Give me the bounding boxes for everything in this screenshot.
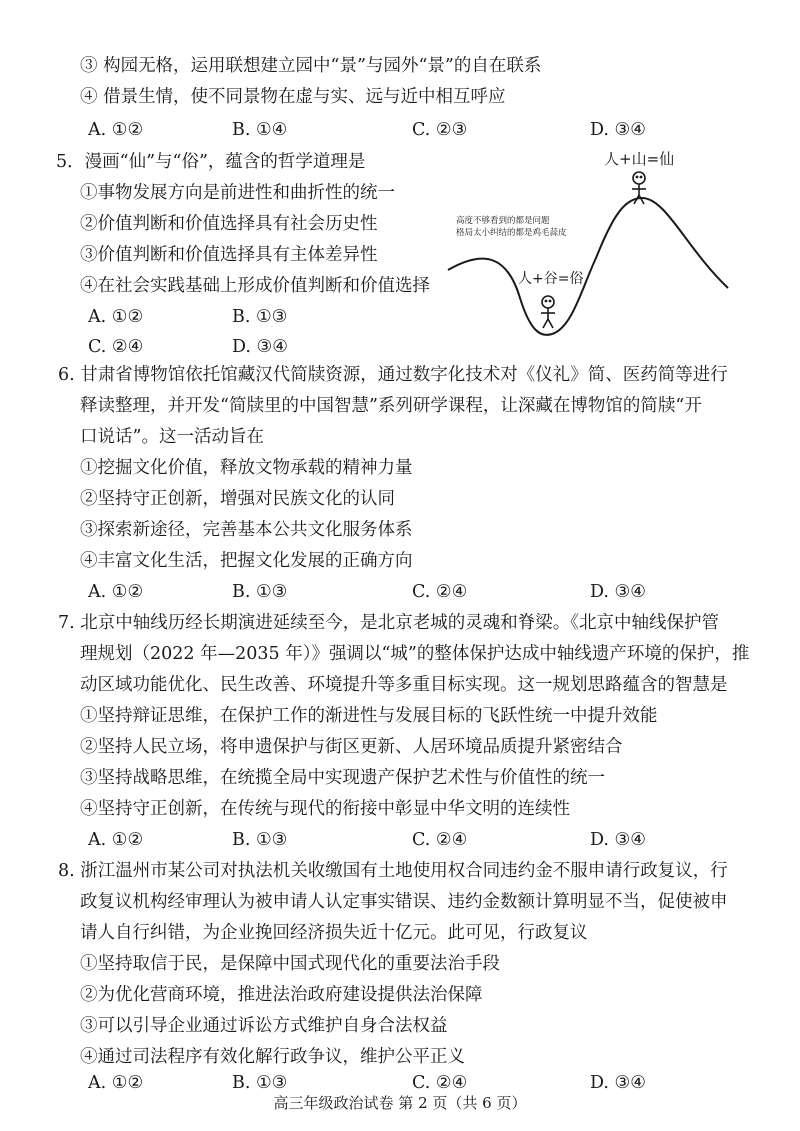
q6-option-c: C. ②④ bbox=[412, 582, 468, 602]
q7-option-c: C. ②④ bbox=[412, 830, 468, 850]
q8-stem-line-1: 8. 浙江温州市某公司对执法机关收缴国有土地使用权合同违约金不服申请行政复议，行 bbox=[58, 861, 728, 881]
q6-item-4: ④丰富文化生活，把握文化发展的正确方向 bbox=[80, 551, 413, 571]
q6-stem-line-2: 释读整理，并开发“简牍里的中国智慧”系列研学课程，让深藏在博物馆的简牍“开 bbox=[80, 396, 702, 416]
q6-option-a: A. ①② bbox=[88, 582, 144, 602]
q8-option-d: D. ③④ bbox=[590, 1073, 646, 1093]
q7-item-4: ④坚持守正创新，在传统与现代的衔接中彰显中华文明的连续性 bbox=[80, 799, 570, 819]
q7-stem-line-1: 7. 北京中轴线历经长期演进延续至今，是北京老城的灵魂和脊梁。《北京中轴线保护管 bbox=[58, 613, 720, 633]
q8-stem-line-2: 政复议机构经审理认为被申请人认定事实错误、违约金数额计算明显不当，促使被申 bbox=[80, 892, 728, 912]
q5-option-d: D. ③④ bbox=[232, 337, 288, 357]
q6-item-3: ③探索新途径，完善基本公共文化服务体系 bbox=[80, 520, 413, 540]
q6-option-b: B. ①③ bbox=[232, 582, 288, 602]
page-footer: 高三年级政治试卷 第 2 页（共 6 页） bbox=[273, 1094, 527, 1112]
q6-stem-line-3: 口说话”。这一活动旨在 bbox=[80, 427, 264, 447]
q7-item-3: ③坚持战略思维，在统揽全局中实现遗产保护艺术性与价值性的统一 bbox=[80, 768, 605, 788]
bottom-stick-figure bbox=[541, 296, 555, 328]
q7-item-2: ②坚持人民立场，将申遗保护与街区更新、人居环境品质提升紧密结合 bbox=[80, 737, 623, 757]
q5-option-a: A. ①② bbox=[88, 307, 144, 327]
q8-item-1: ①坚持取信于民，是保障中国式现代化的重要法治手段 bbox=[80, 954, 500, 974]
cartoon-bottom-label: 人+谷=俗 bbox=[518, 271, 584, 287]
q5-item-4: ④在社会实践基础上形成价值判断和价值选择 bbox=[80, 276, 430, 296]
q6-stem-line-1: 6. 甘肃省博物馆依托馆藏汉代简牍资源，通过数字化技术对《仪礼》简、医药简等进行 bbox=[58, 365, 728, 385]
q6-option-d: D. ③④ bbox=[590, 582, 646, 602]
q5-option-c: C. ②④ bbox=[88, 337, 144, 357]
q5-option-b: B. ①③ bbox=[232, 307, 288, 327]
cartoon-top-label: 人+山=仙 bbox=[604, 150, 675, 168]
q7-item-1: ①坚持辩证思维，在保护工作的渐进性与发展目标的飞跃性统一中提升效能 bbox=[80, 706, 658, 726]
q7-option-a: A. ①② bbox=[88, 830, 144, 850]
q6-item-2: ②坚持守正创新，增强对民族文化的认同 bbox=[80, 489, 395, 509]
q4-option-d: D. ③④ bbox=[590, 120, 646, 140]
q4-item-3: ③ 构园无格，运用联想建立园中“景”与园外“景”的自在联系 bbox=[80, 56, 542, 76]
q4-option-b: B. ①④ bbox=[232, 120, 288, 140]
q5-item-1: ①事物发展方向是前进性和曲折性的统一 bbox=[80, 183, 395, 203]
q7-option-d: D. ③④ bbox=[590, 830, 646, 850]
q8-item-2: ②为优化营商环境，推进法治政府建设提供法治保障 bbox=[80, 985, 483, 1005]
q8-item-4: ④通过司法程序有效化解行政争议，维护公平正义 bbox=[80, 1047, 465, 1067]
cartoon-caption-line1: 高度不够看到的都是问题 bbox=[456, 216, 550, 226]
cartoon-caption-line2: 格局太小纠结的都是鸡毛蒜皮 bbox=[456, 228, 567, 238]
q8-option-c: C. ②④ bbox=[412, 1073, 468, 1093]
xian-su-cartoon bbox=[446, 148, 736, 348]
q4-item-4: ④ 借景生情，使不同景物在虚与实、远与近中相互呼应 bbox=[80, 87, 506, 107]
q7-stem-line-3: 动区域功能优化、民生改善、环境提升等多重目标实现。这一规划思路蕴含的智慧是 bbox=[80, 675, 728, 695]
q5-item-3: ③价值判断和价值选择具有主体差异性 bbox=[80, 245, 378, 265]
q8-stem-line-3: 请人自行纠错，为企业挽回经济损失近十亿元。此可见，行政复议 bbox=[80, 923, 588, 943]
q4-option-c: C. ②③ bbox=[412, 120, 468, 140]
q4-option-a: A. ①② bbox=[88, 120, 144, 140]
q8-option-b: B. ①③ bbox=[232, 1073, 288, 1093]
q8-option-a: A. ①② bbox=[88, 1073, 144, 1093]
q7-stem-line-2: 理规划（2022 年—2035 年）》强调以“城”的整体保护达成中轴线遗产环境的保护，推 bbox=[80, 644, 750, 664]
q8-item-3: ③可以引导企业通过诉讼方式维护自身合法权益 bbox=[80, 1016, 448, 1036]
q5-item-2: ②价值判断和价值选择具有社会历史性 bbox=[80, 214, 378, 234]
q6-item-1: ①挖掘文化价值，释放文物承载的精神力量 bbox=[80, 458, 413, 478]
q5-stem: 5．漫画“仙”与“俗”，蕴含的哲学道理是 bbox=[56, 152, 366, 172]
q7-option-b: B. ①③ bbox=[232, 830, 288, 850]
